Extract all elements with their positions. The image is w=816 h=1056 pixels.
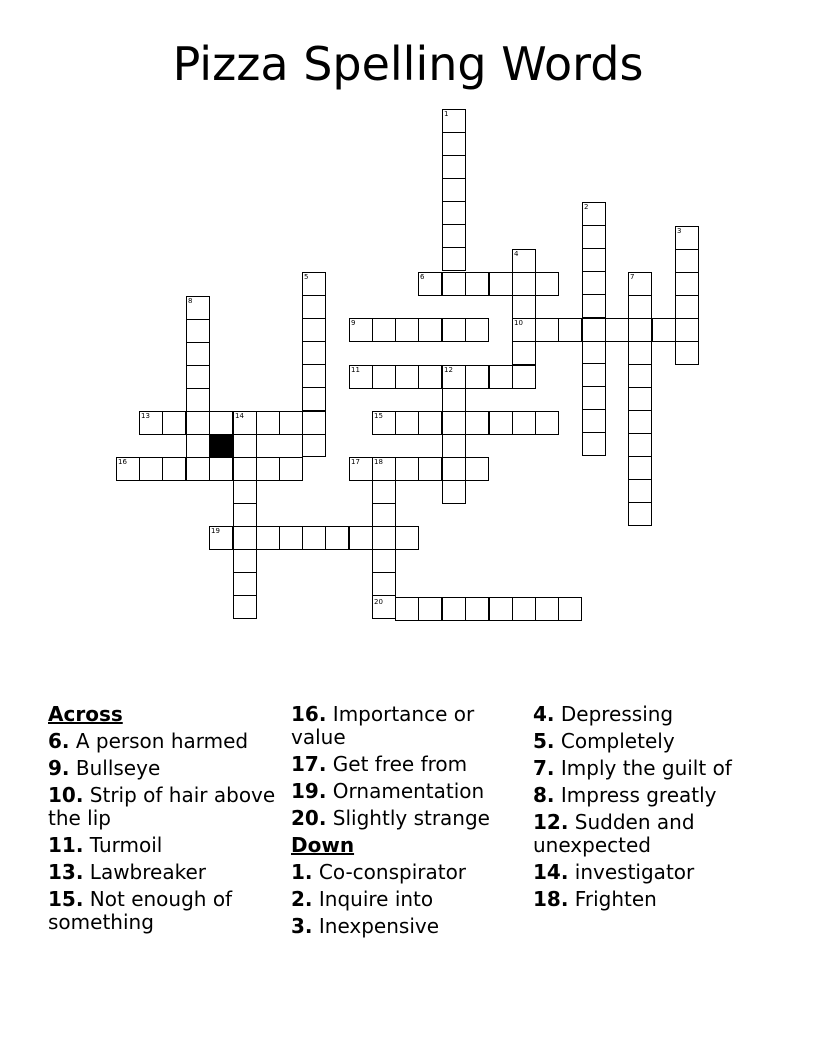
clue-number: 14. bbox=[533, 860, 569, 884]
clue-number: 2. bbox=[291, 887, 313, 911]
clue-item bbox=[533, 811, 768, 857]
grid-cell[interactable] bbox=[582, 248, 606, 272]
clue-number: 1. bbox=[291, 860, 313, 884]
page-title: Pizza Spelling Words bbox=[172, 37, 644, 91]
grid-cell[interactable] bbox=[442, 597, 466, 621]
clue-item bbox=[533, 730, 768, 753]
grid-cell[interactable] bbox=[512, 341, 536, 365]
clue-item bbox=[48, 784, 283, 830]
grid-cell[interactable] bbox=[442, 434, 466, 458]
grid-cell[interactable] bbox=[628, 456, 652, 480]
grid-cell[interactable] bbox=[279, 457, 303, 481]
grid-cell[interactable] bbox=[442, 247, 466, 271]
grid-cell[interactable] bbox=[465, 365, 489, 389]
grid-cell[interactable] bbox=[302, 318, 326, 342]
clue-text: Lawbreaker bbox=[89, 860, 206, 884]
grid-cell[interactable] bbox=[256, 457, 280, 481]
grid-cell[interactable] bbox=[489, 272, 513, 296]
clue-text: Get free from bbox=[332, 752, 468, 776]
grid-cell[interactable] bbox=[558, 318, 582, 342]
grid-cell[interactable] bbox=[442, 272, 466, 296]
clue-item bbox=[291, 807, 526, 830]
grid-cell[interactable] bbox=[302, 411, 326, 435]
grid-cell[interactable] bbox=[233, 503, 257, 527]
grid-cell[interactable] bbox=[395, 457, 419, 481]
grid-cell[interactable] bbox=[233, 572, 257, 596]
clue-number: 13. bbox=[48, 860, 84, 884]
grid-cell[interactable] bbox=[605, 318, 629, 342]
grid-cell[interactable] bbox=[535, 272, 559, 296]
clue-item bbox=[533, 861, 768, 884]
grid-cell[interactable] bbox=[233, 526, 257, 550]
clue-text: Impress greatly bbox=[560, 783, 717, 807]
cell-number: 3 bbox=[677, 227, 682, 235]
grid-cell[interactable] bbox=[628, 318, 652, 342]
clue-item bbox=[48, 834, 283, 857]
grid-cell[interactable] bbox=[465, 411, 489, 435]
grid-cell[interactable] bbox=[582, 271, 606, 295]
grid-cell[interactable] bbox=[535, 597, 559, 621]
cell-number: 15 bbox=[374, 412, 383, 420]
cell-number: 2 bbox=[584, 203, 589, 211]
grid-cell[interactable] bbox=[302, 341, 326, 365]
grid-cell[interactable] bbox=[512, 597, 536, 621]
grid-cell[interactable] bbox=[233, 549, 257, 573]
cell-number: 14 bbox=[235, 412, 244, 420]
clue-item bbox=[291, 915, 526, 938]
grid-cell[interactable] bbox=[465, 318, 489, 342]
clue-text: Ornamentation bbox=[332, 779, 485, 803]
grid-cell[interactable] bbox=[512, 365, 536, 389]
clue-number: 20. bbox=[291, 806, 327, 830]
clue-number: 18. bbox=[533, 887, 569, 911]
clue-item bbox=[48, 757, 283, 780]
clue-number: 11. bbox=[48, 833, 84, 857]
grid-cell[interactable] bbox=[442, 480, 466, 504]
clue-number: 6. bbox=[48, 729, 70, 753]
clue-item bbox=[291, 753, 526, 776]
cell-number: 4 bbox=[514, 250, 519, 258]
clue-item bbox=[291, 780, 526, 803]
grid-cell[interactable] bbox=[372, 572, 396, 596]
clue-text: investigator bbox=[574, 860, 695, 884]
grid-cell[interactable] bbox=[582, 409, 606, 433]
clue-item bbox=[291, 703, 526, 749]
clue-text: Inexpensive bbox=[318, 914, 440, 938]
grid-cell[interactable] bbox=[675, 295, 699, 319]
grid-cell[interactable] bbox=[628, 433, 652, 457]
clues-column-2 bbox=[291, 703, 526, 942]
grid-cell[interactable] bbox=[535, 318, 559, 342]
clue-number: 4. bbox=[533, 702, 555, 726]
grid-cell[interactable] bbox=[512, 295, 536, 319]
across-clue-list bbox=[48, 730, 283, 934]
grid-cell[interactable] bbox=[395, 526, 419, 550]
grid-cell[interactable] bbox=[233, 434, 257, 458]
cell-number: 20 bbox=[374, 598, 383, 606]
clue-number: 3. bbox=[291, 914, 313, 938]
grid-cell[interactable] bbox=[233, 595, 257, 619]
grid-cell[interactable] bbox=[442, 457, 466, 481]
down-clue-list-continued bbox=[533, 703, 768, 911]
grid-cell[interactable] bbox=[675, 341, 699, 365]
clue-number: 16. bbox=[291, 702, 327, 726]
grid-cell[interactable] bbox=[186, 342, 210, 366]
grid-cell[interactable] bbox=[558, 597, 582, 621]
grid-cell[interactable] bbox=[302, 295, 326, 319]
grid-cell[interactable] bbox=[256, 411, 280, 435]
grid-cell[interactable] bbox=[186, 365, 210, 389]
grid-cell[interactable] bbox=[186, 411, 210, 435]
grid-cell[interactable] bbox=[628, 364, 652, 388]
grid-cell[interactable] bbox=[582, 294, 606, 318]
grid-cell[interactable] bbox=[279, 526, 303, 550]
grid-cell[interactable] bbox=[302, 526, 326, 550]
clue-text: Inquire into bbox=[318, 887, 434, 911]
across-heading: Across bbox=[48, 702, 123, 726]
grid-cell[interactable] bbox=[628, 295, 652, 319]
grid-cell[interactable] bbox=[302, 387, 326, 411]
grid-cell[interactable] bbox=[442, 178, 466, 202]
clue-item bbox=[48, 888, 283, 934]
grid-cell[interactable] bbox=[442, 224, 466, 248]
grid-cell[interactable] bbox=[186, 457, 210, 481]
grid-cell[interactable] bbox=[675, 318, 699, 342]
cell-number: 7 bbox=[630, 273, 635, 281]
grid-cell[interactable] bbox=[465, 457, 489, 481]
clue-number: 8. bbox=[533, 783, 555, 807]
grid-cell[interactable] bbox=[186, 434, 210, 458]
grid-cell[interactable] bbox=[279, 411, 303, 435]
across-clue-list-continued bbox=[291, 703, 526, 830]
grid-cell[interactable] bbox=[652, 318, 676, 342]
grid-cell[interactable] bbox=[139, 457, 163, 481]
cell-number: 12 bbox=[444, 366, 453, 374]
clues-column-1 bbox=[48, 703, 283, 938]
grid-cell[interactable] bbox=[628, 387, 652, 411]
grid-cell[interactable] bbox=[628, 410, 652, 434]
grid-cell[interactable] bbox=[395, 365, 419, 389]
grid-cell[interactable] bbox=[418, 318, 442, 342]
grid-cell[interactable] bbox=[418, 457, 442, 481]
clue-text: A person harmed bbox=[75, 729, 249, 753]
grid-cell[interactable] bbox=[582, 225, 606, 249]
clue-number: 17. bbox=[291, 752, 327, 776]
grid-cell[interactable] bbox=[209, 457, 233, 481]
grid-cell[interactable] bbox=[489, 597, 513, 621]
grid-cell[interactable] bbox=[442, 411, 466, 435]
grid-cell[interactable] bbox=[349, 526, 373, 550]
clue-text: Imply the guilt of bbox=[560, 756, 732, 780]
grid-cell[interactable] bbox=[372, 480, 396, 504]
grid-cell[interactable] bbox=[302, 433, 326, 457]
cell-number: 17 bbox=[351, 458, 360, 466]
grid-cell[interactable] bbox=[442, 155, 466, 179]
clue-text: Importance or value bbox=[291, 702, 475, 749]
clue-text: Not enough of something bbox=[48, 887, 233, 934]
grid-cell[interactable] bbox=[582, 363, 606, 387]
clue-number: 5. bbox=[533, 729, 555, 753]
clue-item bbox=[533, 784, 768, 807]
grid-cell[interactable] bbox=[186, 388, 210, 412]
clue-number: 15. bbox=[48, 887, 84, 911]
cell-number: 16 bbox=[118, 458, 127, 466]
down-heading: Down bbox=[291, 833, 355, 857]
down-clue-list bbox=[291, 861, 526, 938]
clue-item bbox=[48, 730, 283, 753]
cell-number: 8 bbox=[188, 297, 193, 305]
grid-cell[interactable] bbox=[233, 457, 257, 481]
grid-cell[interactable] bbox=[162, 411, 186, 435]
grid-cell[interactable] bbox=[465, 597, 489, 621]
grid-cell[interactable] bbox=[418, 597, 442, 621]
grid-cell[interactable] bbox=[628, 341, 652, 365]
grid-cell[interactable] bbox=[582, 340, 606, 364]
cell-number: 13 bbox=[141, 412, 150, 420]
cell-number: 1 bbox=[444, 110, 449, 118]
grid-cell[interactable] bbox=[186, 319, 210, 343]
grid-cell[interactable] bbox=[628, 479, 652, 503]
clue-text: Turmoil bbox=[89, 833, 163, 857]
grid-cell[interactable] bbox=[675, 272, 699, 296]
grid-cell[interactable] bbox=[512, 411, 536, 435]
grid-cell[interactable] bbox=[512, 272, 536, 296]
grid-cell[interactable] bbox=[418, 365, 442, 389]
grid-cell[interactable] bbox=[628, 502, 652, 526]
clue-text: Co-conspirator bbox=[318, 860, 467, 884]
clue-item bbox=[48, 861, 283, 884]
clue-number: 9. bbox=[48, 756, 70, 780]
clue-item bbox=[533, 757, 768, 780]
clue-text: Depressing bbox=[560, 702, 674, 726]
clue-item bbox=[533, 888, 768, 911]
clue-item bbox=[533, 703, 768, 726]
clue-text: Sudden and unexpected bbox=[533, 810, 695, 857]
grid-cell[interactable] bbox=[209, 411, 233, 435]
grid-cell[interactable] bbox=[442, 318, 466, 342]
cell-number: 18 bbox=[374, 458, 383, 466]
clue-number: 10. bbox=[48, 783, 84, 807]
grid-cell[interactable] bbox=[372, 526, 396, 550]
grid-cell[interactable] bbox=[302, 364, 326, 388]
grid-cell[interactable] bbox=[582, 318, 606, 342]
grid-cell[interactable] bbox=[256, 526, 280, 550]
grid-cell[interactable] bbox=[162, 457, 186, 481]
clue-text: Strip of hair above the lip bbox=[48, 783, 276, 830]
grid-cell[interactable] bbox=[675, 249, 699, 273]
cell-number: 10 bbox=[514, 319, 523, 327]
grid-cell[interactable] bbox=[325, 526, 349, 550]
clue-number: 19. bbox=[291, 779, 327, 803]
clue-item bbox=[291, 888, 526, 911]
grid-cell[interactable] bbox=[535, 411, 559, 435]
grid-cell[interactable] bbox=[372, 549, 396, 573]
clue-text: Slightly strange bbox=[332, 806, 490, 830]
grid-cell[interactable] bbox=[372, 318, 396, 342]
grid-cell[interactable] bbox=[418, 411, 442, 435]
grid-cell[interactable] bbox=[395, 318, 419, 342]
clue-text: Bullseye bbox=[75, 756, 161, 780]
grid-cell[interactable] bbox=[442, 388, 466, 412]
cell-number: 19 bbox=[211, 527, 220, 535]
clue-item bbox=[291, 861, 526, 884]
grid-cell[interactable] bbox=[442, 132, 466, 156]
grid-cell[interactable] bbox=[395, 597, 419, 621]
grid-cell[interactable] bbox=[582, 432, 606, 456]
clue-text: Frighten bbox=[574, 887, 657, 911]
grid-cell[interactable] bbox=[489, 365, 513, 389]
clue-number: 7. bbox=[533, 756, 555, 780]
grid-cell[interactable] bbox=[395, 411, 419, 435]
cell-number: 6 bbox=[420, 273, 425, 281]
grid-cell[interactable] bbox=[465, 272, 489, 296]
grid-cell[interactable] bbox=[372, 365, 396, 389]
grid-cell[interactable] bbox=[489, 411, 513, 435]
cell-number: 9 bbox=[351, 319, 356, 327]
cell-number: 11 bbox=[351, 366, 360, 374]
clue-number: 12. bbox=[533, 810, 569, 834]
grid-cell[interactable] bbox=[442, 201, 466, 225]
cell-number: 5 bbox=[304, 273, 309, 281]
grid-cell[interactable] bbox=[582, 386, 606, 410]
grid-cell[interactable] bbox=[372, 503, 396, 527]
grid-cell[interactable] bbox=[233, 480, 257, 504]
clue-text: Completely bbox=[560, 729, 675, 753]
clues-column-3 bbox=[533, 703, 768, 915]
black-cell bbox=[209, 434, 233, 458]
